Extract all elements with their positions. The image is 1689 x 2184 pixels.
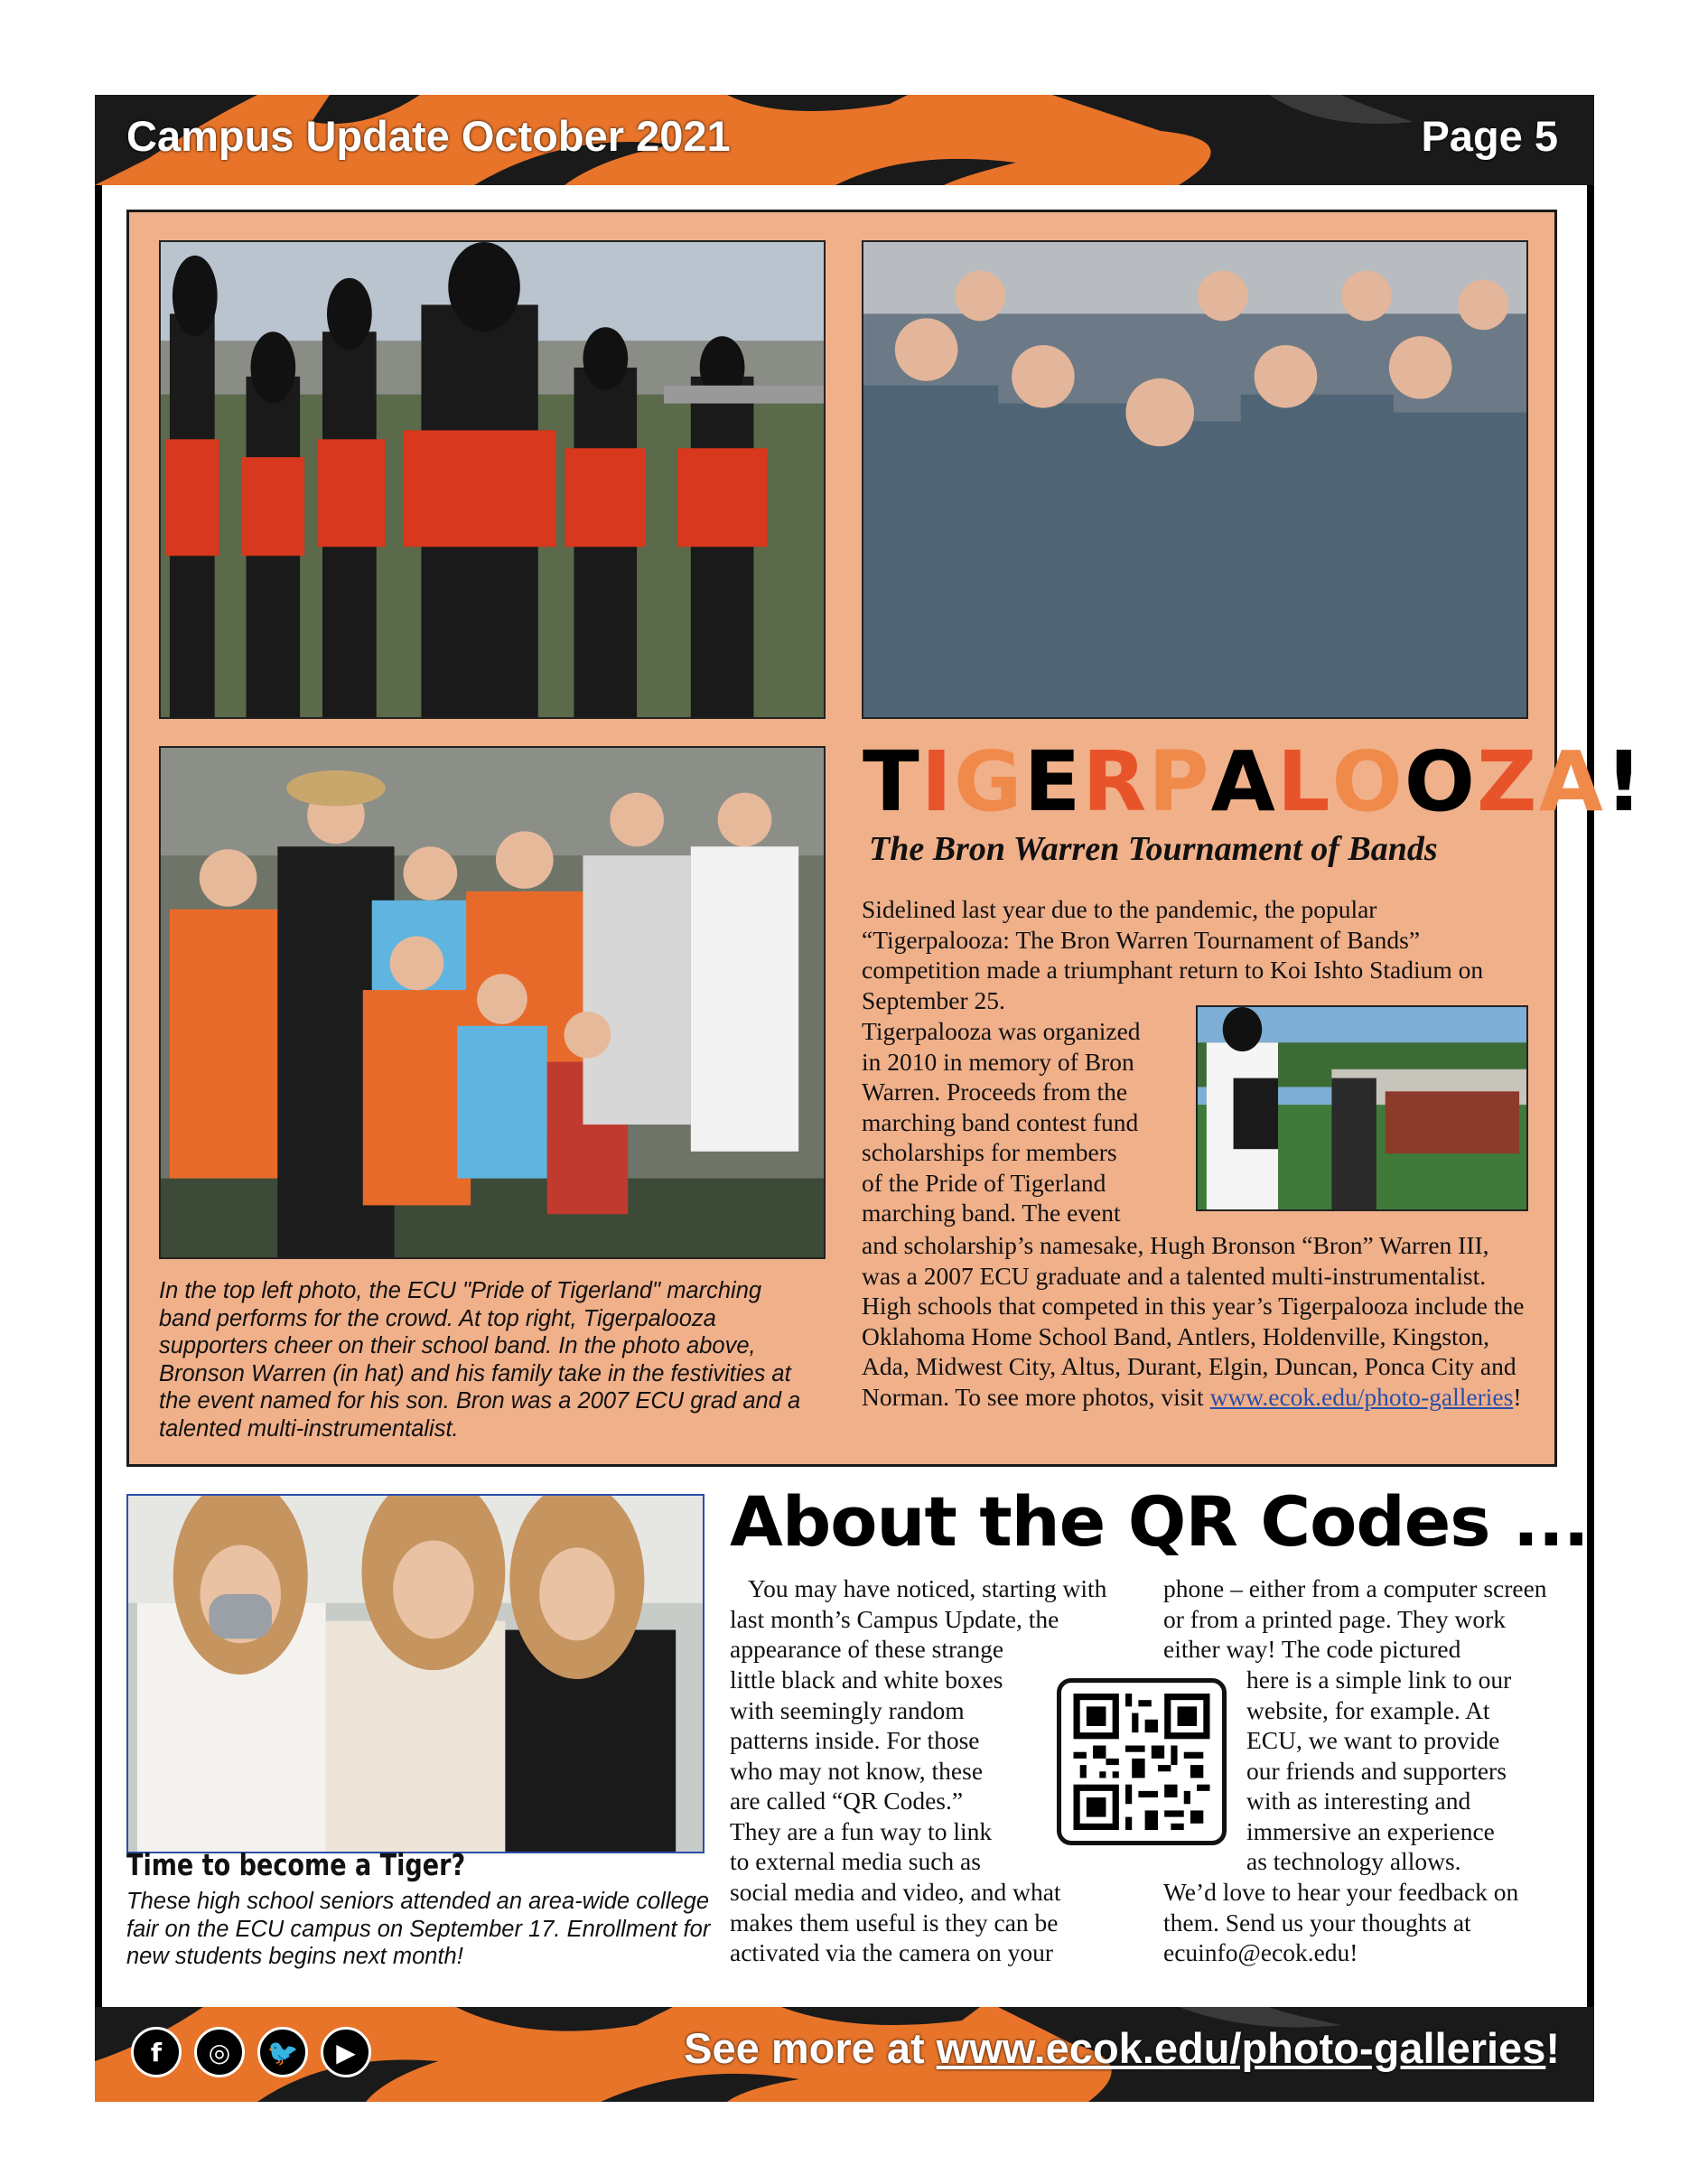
marching-band-photo xyxy=(159,240,826,719)
headline-letter: G xyxy=(954,733,1024,830)
twitter-icon[interactable]: 🐦 xyxy=(257,2027,308,2077)
footer-cta xyxy=(684,2023,1560,2073)
tigerpalooza-wrapped-paragraph xyxy=(862,1016,1187,1228)
qr-col2-line: website, for example. At xyxy=(1246,1695,1490,1724)
headline-letter: E xyxy=(1023,733,1083,830)
tigerpalooza-intro-paragraph: Sidelined last year due to the pandemic, the popular “Tigerpalooza: The Bron Warren Tournament of Bands” competition made a triumphant return to Koi Ishto Stadium on September 25. xyxy=(862,895,1484,1014)
headline-letter: A xyxy=(1538,733,1605,830)
closing-paragraph-text: and scholarship’s namesake, Hugh Bronson “Bron” Warren III, was a 2007 ECU graduate and a talented multi-instrumentalist. High schools that competed in this year’s Tigerpalooza include the Oklahoma Home School Band, Antlers, Holdenville, Kingston, Ada, Midwest City, Altus, Durant, Elgin, Duncan, Ponca City and Norman. To see more photos, visit xyxy=(862,1231,1525,1411)
band-handshake-photo xyxy=(1196,1005,1528,1211)
footer-suffix: ! xyxy=(1545,2024,1560,2072)
qr-col2-line: our friends and supporters xyxy=(1246,1756,1507,1785)
qr-column1-wrapped xyxy=(730,1665,1037,1877)
college-fair-photo xyxy=(126,1494,705,1853)
tigerpalooza-wrap-line: scholarships for members xyxy=(862,1138,1117,1166)
headline-letter: T xyxy=(863,733,921,830)
headline-letter: I xyxy=(920,733,954,830)
footer-banner xyxy=(95,2007,1594,2102)
cheering-supporters-photo xyxy=(862,240,1528,719)
tigerpalooza-wrap-line: of the Pride of Tigerland xyxy=(862,1168,1106,1197)
tigerpalooza-wrap-line: marching band contest fund xyxy=(862,1107,1139,1136)
qr-col2-line: immersive an experience xyxy=(1246,1816,1495,1845)
qr-column2-intro: phone – either from a computer screen or from a printed page. They work either way! The code pictured xyxy=(1163,1574,1547,1663)
tigerpalooza-photo-caption: In the top left photo, the ECU "Pride of Tigerland" marching band performs for the crowd. At top right, Tigerpalooza supporters cheer on their school band. In the photo above, Bronson Warren (in hat) and his family take in the festivities at the event named for his son. Bron was a 2007 ECU grad and a talented multi-instrumentalist. xyxy=(159,1278,801,1442)
qr-col2-line: here is a simple link to our xyxy=(1246,1666,1512,1694)
headline-letter: L xyxy=(1276,733,1332,830)
qr-column1-intro: You may have noticed, starting with last month’s Campus Update, the appearance of these strange xyxy=(730,1574,1107,1663)
youtube-icon[interactable]: ▶ xyxy=(321,2027,371,2077)
qr-column2-wrapped xyxy=(1246,1665,1563,1877)
tiger-section-heading: Time to become a Tiger? xyxy=(126,1847,466,1882)
qr-col1-line: with seemingly random xyxy=(730,1695,965,1724)
headline-letter: Z xyxy=(1476,733,1539,830)
qr-code-image[interactable] xyxy=(1057,1678,1227,1845)
tigerpalooza-closing-paragraph xyxy=(862,1230,1528,1412)
tigerpalooza-wrap-line: marching band. The event xyxy=(862,1199,1121,1227)
qr-col1-line: who may not know, these xyxy=(730,1756,984,1785)
footer-galleries-link[interactable]: www.ecok.edu/photo-galleries xyxy=(936,2024,1546,2072)
headline-letter: P xyxy=(1148,733,1211,830)
qr-codes-headline: About the QR Codes ... xyxy=(730,1481,1589,1562)
qr-column1-end: social media and video, and what makes them useful is they can be activated via the camera on your xyxy=(730,1878,1061,1966)
headline-letter: R xyxy=(1082,733,1149,830)
tigerpalooza-subtitle: The Bron Warren Tournament of Bands xyxy=(869,830,1438,868)
qr-col1-line: are called “QR Codes.” xyxy=(730,1787,964,1815)
header-banner xyxy=(95,95,1594,185)
closing-exclamation: ! xyxy=(1513,1382,1522,1411)
college-fair-caption: These high school seniors attended an area-wide college fair on the ECU campus on September 17. Enrollment for new students begins next month! xyxy=(126,1889,711,1969)
qr-col2-line: with as interesting and xyxy=(1246,1787,1471,1815)
headline-letter: ! xyxy=(1604,733,1645,830)
photo-galleries-link[interactable]: www.ecok.edu/photo-galleries xyxy=(1209,1382,1514,1411)
qr-column2-end: We’d love to hear your feedback on them. Send us your thoughts at ecuinfo@ecok.edu! xyxy=(1163,1878,1519,1966)
instagram-icon[interactable]: ◎ xyxy=(194,2027,245,2077)
tigerpalooza-headline xyxy=(863,733,1645,830)
headline-letter: A xyxy=(1210,733,1277,830)
tigerpalooza-wrap-line: Warren. Proceeds from the xyxy=(862,1078,1128,1106)
qr-col1-line: They are a fun way to link xyxy=(730,1816,993,1845)
newsletter-title: Campus Update October 2021 xyxy=(126,112,731,160)
page-number: Page 5 xyxy=(1421,112,1558,160)
tigerpalooza-wrap-line: Tigerpalooza was organized xyxy=(862,1017,1141,1045)
headline-letter: O xyxy=(1331,733,1404,830)
qr-code-pattern xyxy=(1061,1683,1222,1841)
facebook-icon[interactable]: f xyxy=(131,2027,182,2077)
qr-col2-line: as technology allows. xyxy=(1246,1847,1461,1875)
tigerpalooza-wrap-line: in 2010 in memory of Bron xyxy=(862,1047,1134,1076)
headline-letter: O xyxy=(1404,733,1477,830)
qr-col1-line: patterns inside. For those xyxy=(730,1726,980,1754)
qr-col2-line: ECU, we want to provide xyxy=(1246,1726,1500,1754)
footer-prefix: See more at xyxy=(684,2024,937,2072)
qr-col1-line: to external media such as xyxy=(730,1847,981,1875)
qr-col1-line: little black and white boxes xyxy=(730,1666,1003,1694)
warren-family-photo xyxy=(159,746,826,1259)
